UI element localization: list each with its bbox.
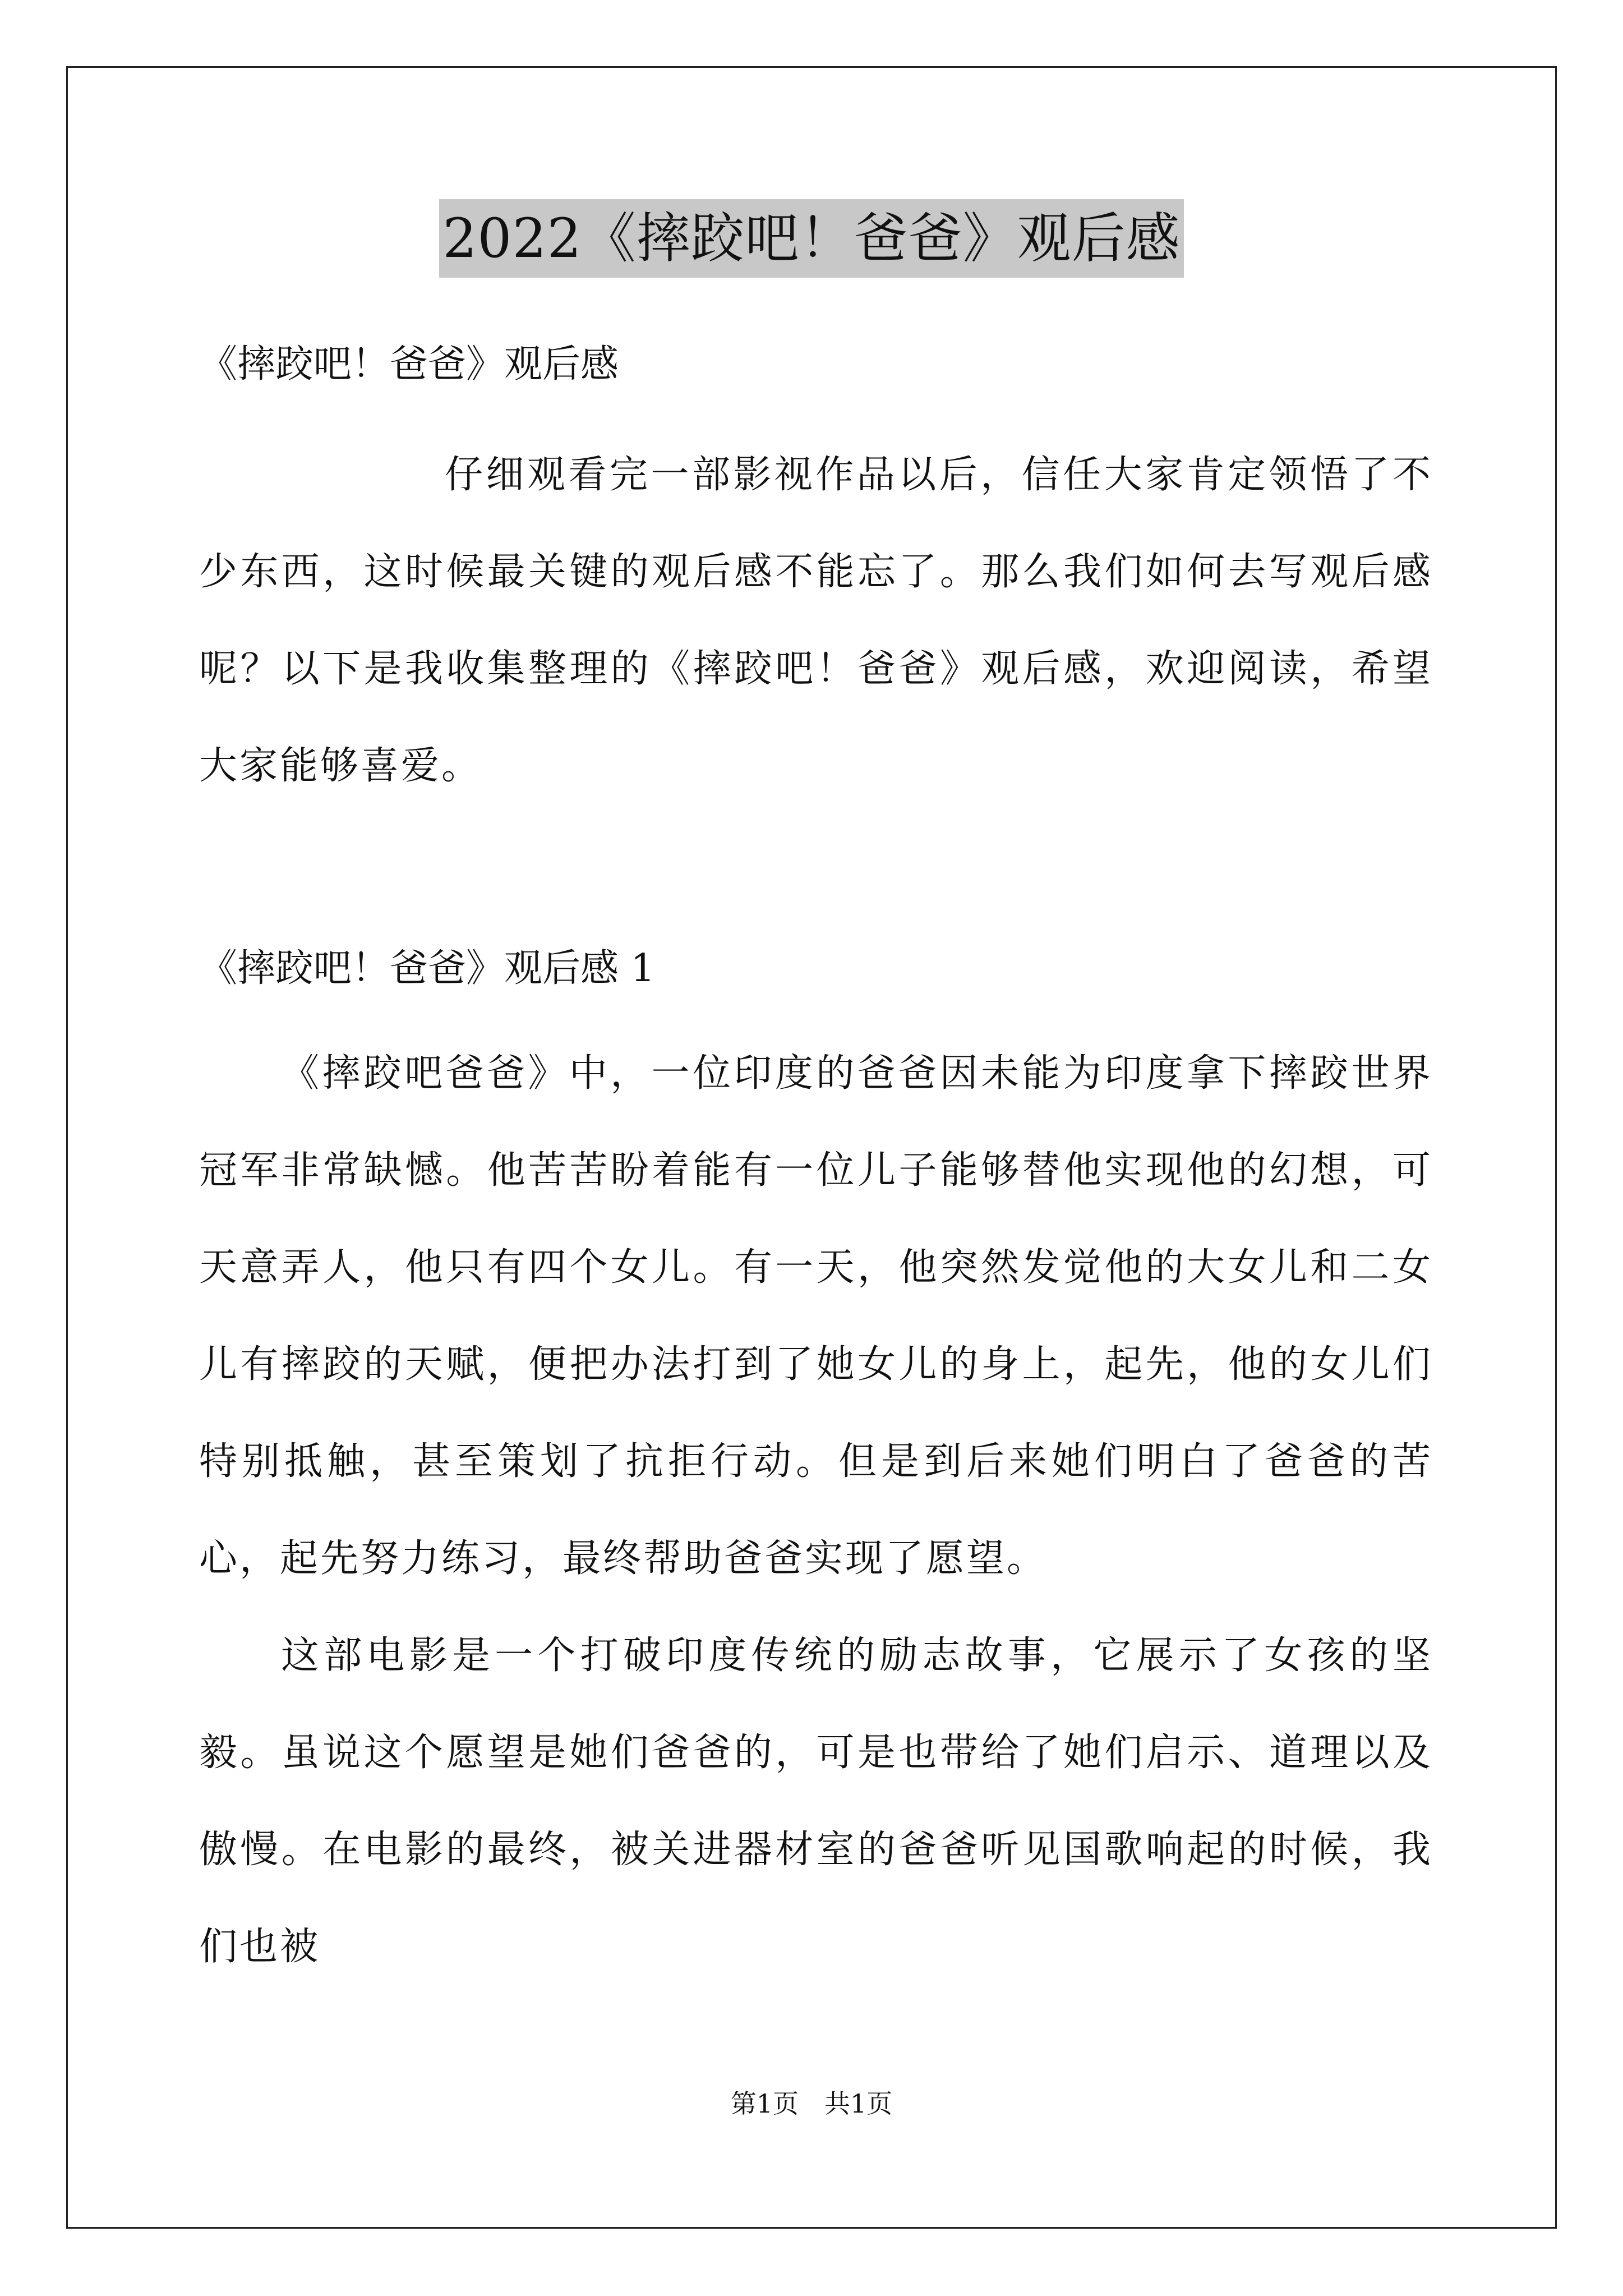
section-heading: 《摔跤吧！爸爸》观后感 1 bbox=[199, 946, 655, 991]
section-paragraph: 这部电影是一个打破印度传统的励志故事，它展示了女孩的坚毅。虽说这个愿望是她们爸爸的，可是也带给了她们启示、道理以及傲慢。在电影的最终，被关进器材室的爸爸听见国歌响起的时候，我们也被 bbox=[199, 1634, 1433, 1969]
intro-paragraph: 仔细观看完一部影视作品以后，信任大家肯定领悟了不少东西，这时候最关键的观后感不能忘了。那么我们如何去写观后感呢？以下是我收集整理的《摔跤吧！爸爸》观后感，欢迎阅读，希望大家能够喜爱。 bbox=[199, 453, 1433, 788]
document-title: 2022《摔跤吧！爸爸》观后感 bbox=[439, 199, 1183, 278]
page-footer: 第1页 共1页 bbox=[730, 2088, 893, 2119]
title-container bbox=[0, 199, 1623, 278]
section-paragraph: 《摔跤吧爸爸》中，一位印度的爸爸因未能为印度拿下摔跤世界冠军非常缺憾。他苦苦盼着能有一位儿子能够替他实现他的幻想，可天意弄人，他只有四个女儿。有一天，他突然发觉他的大女儿和二女儿有摔跤的天赋，便把办法打到了她女儿的身上，起先，他的女儿们特别抵触，甚至策划了抗拒行动。但是到后来她们明白了爸爸的苦心，起先努力练习，最终帮助爸爸实现了愿望。 bbox=[199, 1051, 1433, 1581]
intro-block bbox=[199, 426, 1433, 815]
document-body bbox=[199, 337, 1433, 1995]
document-subtitle: 《摔跤吧！爸爸》观后感 bbox=[199, 342, 619, 386]
